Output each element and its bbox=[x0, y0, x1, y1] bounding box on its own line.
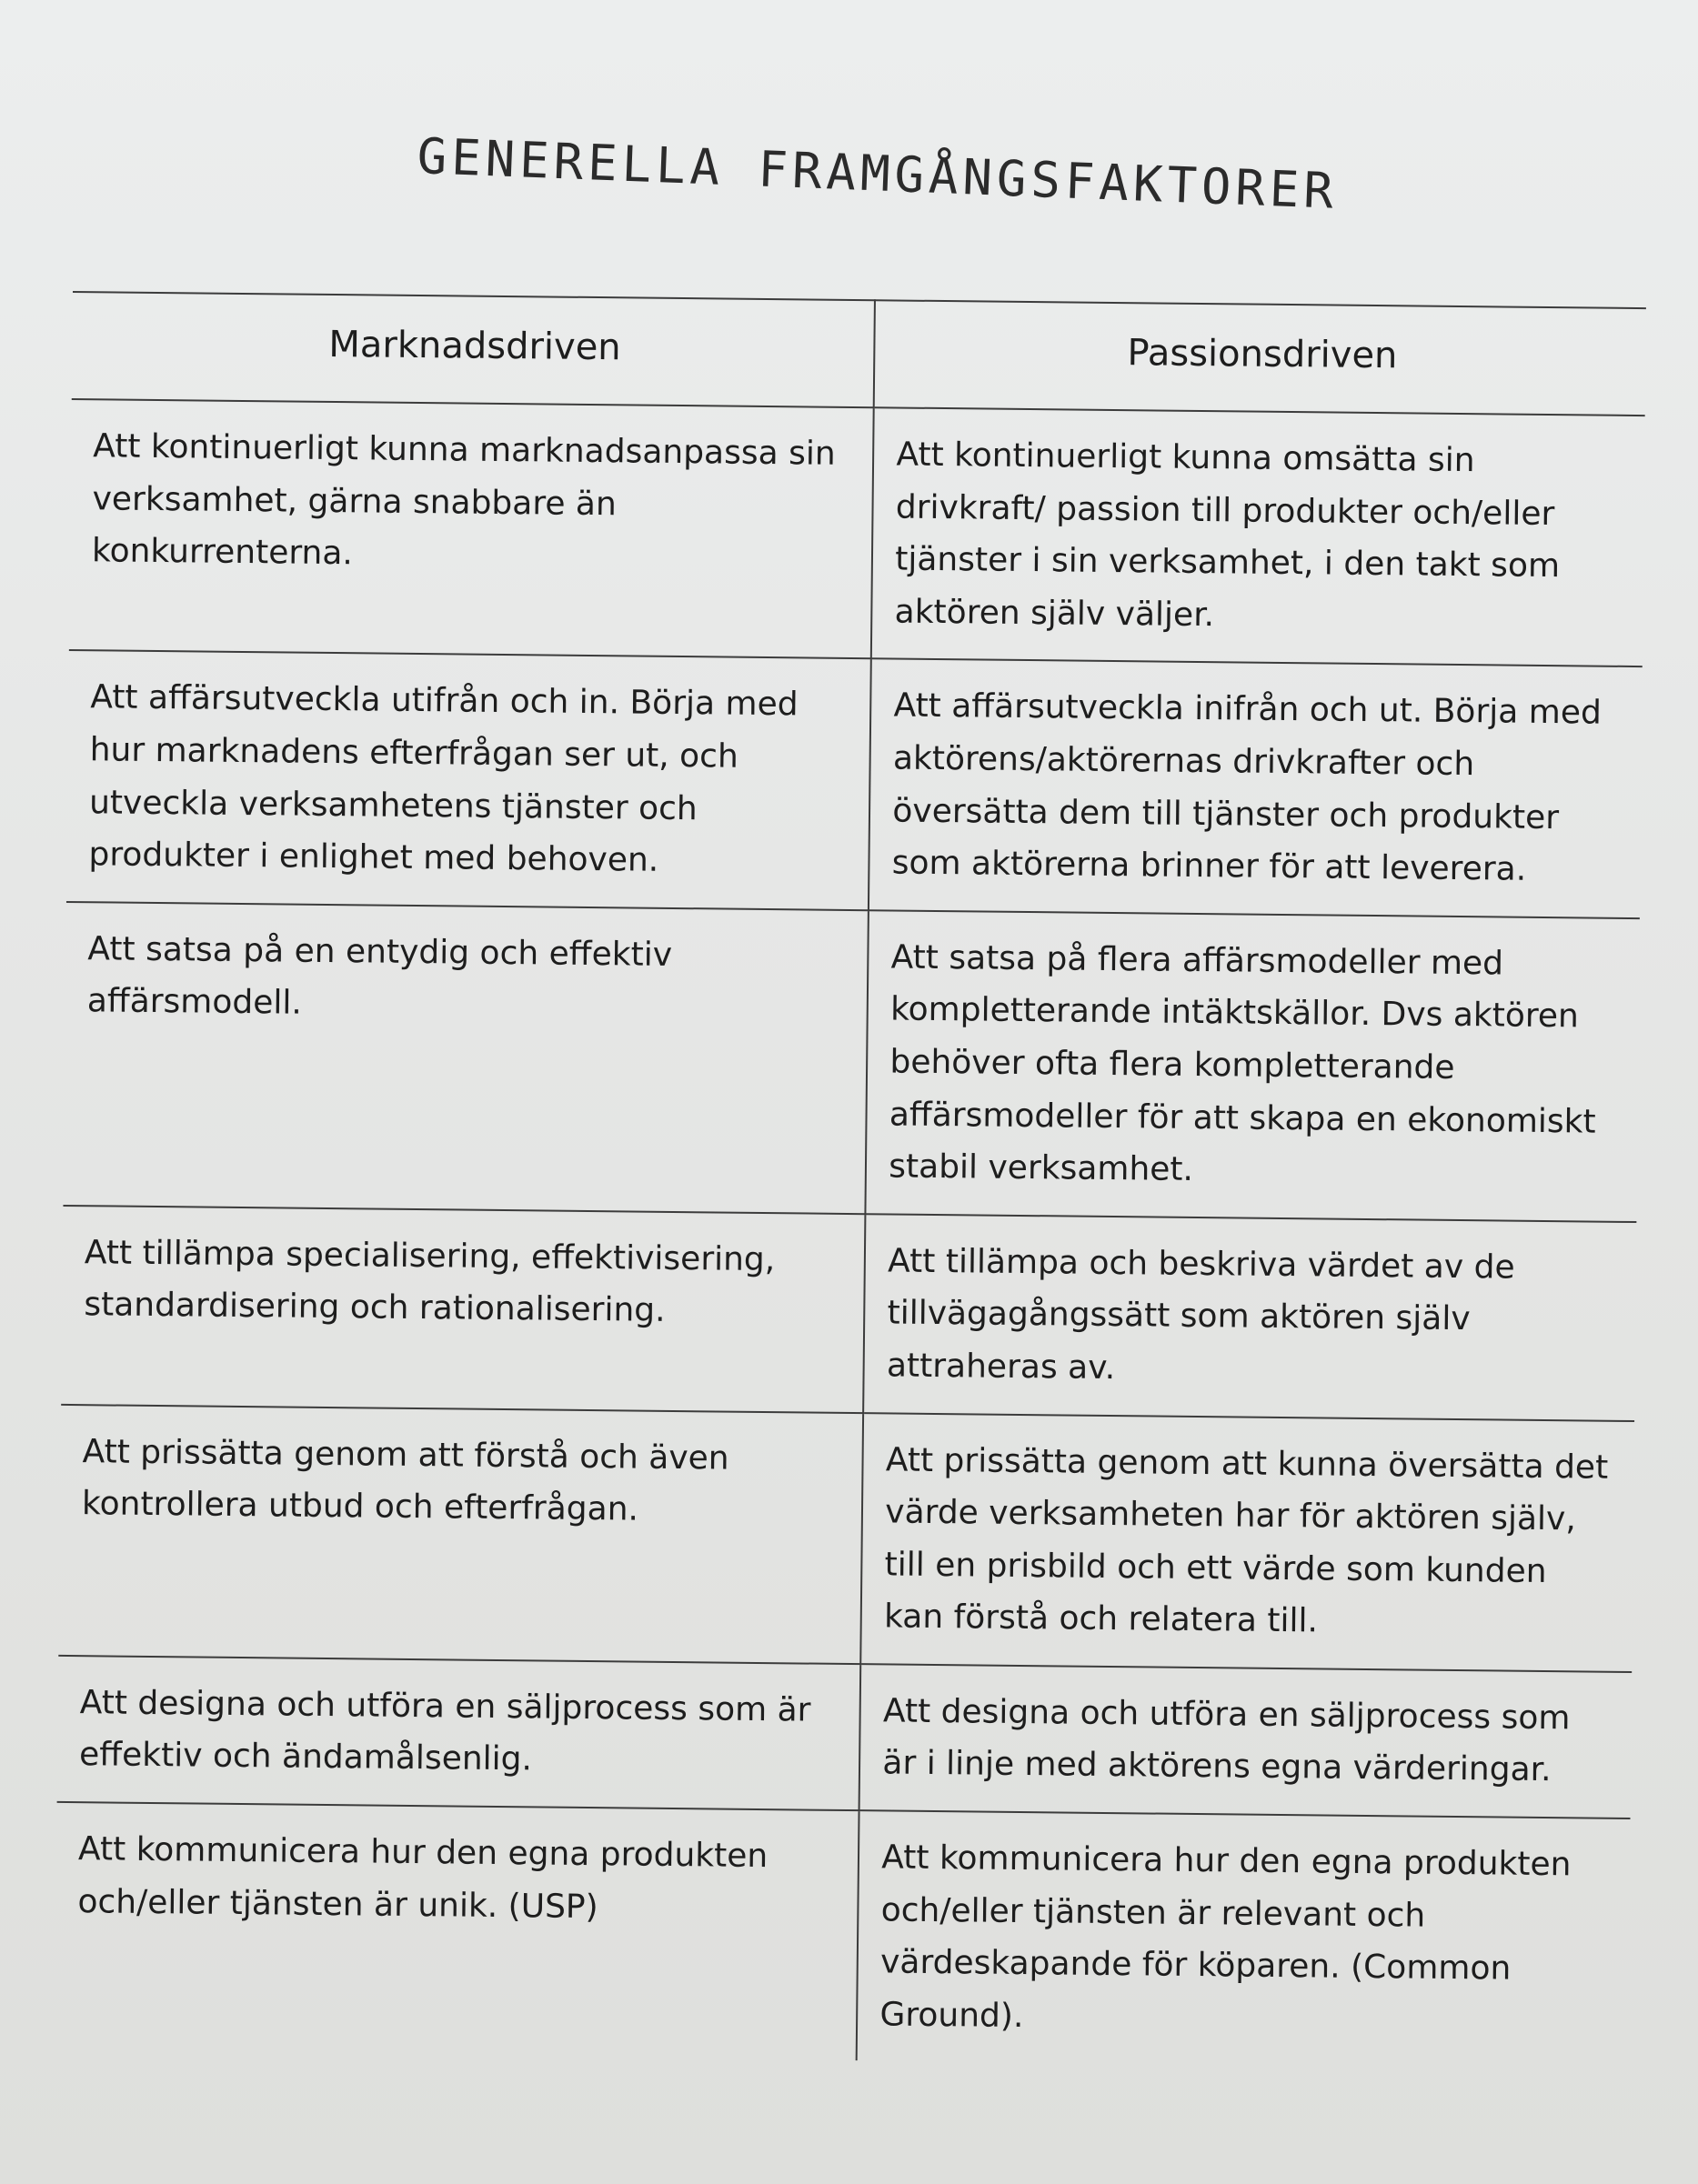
success-factors-table-wrap bbox=[55, 291, 1646, 2069]
cell-passionsdriven: Att prissätta genom att kunna översätta det värde verksamheten har för aktören själv, till en prisbild och ett värde som kunden kan förstå och relatera till. bbox=[861, 1413, 1635, 1672]
table-row bbox=[61, 1206, 1636, 1421]
table-header-row bbox=[72, 292, 1646, 416]
cell-passionsdriven: Att kommunicera hur den egna produkten och/eller tjänsten är relevant och värdeskapande för köparen. (Common Ground). bbox=[879, 1838, 1572, 2035]
table-row bbox=[69, 399, 1645, 666]
success-factors-table bbox=[55, 291, 1646, 2069]
table-row bbox=[63, 902, 1639, 1222]
cell-marknadsdriven: Att prissätta genom att förstå och även kontrollera utbud och efterfrågan. bbox=[58, 1404, 863, 1664]
column-header-passionsdriven: Passionsdriven bbox=[874, 300, 1646, 416]
table-row bbox=[55, 1802, 1631, 2069]
cell-marknadsdriven: Att designa och utföra en säljprocess som är effektiv och ändamålsenlig. bbox=[57, 1656, 861, 1810]
column-header-marknadsdriven: Marknadsdriven bbox=[72, 292, 875, 407]
cell-passionsdriven: Att affärsutveckla inifrån och ut. Börja med aktörens/aktörernas drivkrafter och översätta dem till tjänster och produkter som aktörerna brinner för att leverera. bbox=[869, 659, 1643, 918]
cell-passionsdriven: Att designa och utföra en säljprocess som är i linje med aktörens egna värderingar. bbox=[859, 1664, 1632, 1818]
cell-marknadsdriven: Att affärsutveckla utifrån och in. Börja med hur marknadens efterfrågan ser ut, och utveckla verksamhetens tjänster och produkter i enlighet med behoven. bbox=[66, 650, 871, 910]
cell-marknadsdriven: Att kommunicera hur den egna produkten och/eller tjänsten är unik. (USP) bbox=[55, 1802, 859, 2061]
cell-passionsdriven: Att tillämpa och beskriva värdet av de tillvägagångssätt som aktören själv attraheras av. bbox=[863, 1214, 1636, 1421]
table-row bbox=[57, 1656, 1633, 1818]
table-row bbox=[66, 650, 1643, 917]
cell-marknadsdriven: Att satsa på en entydig och effektiv affärsmodell. bbox=[63, 902, 869, 1214]
cell-passionsdriven: Att kontinuerligt kunna omsätta sin drivkraft/ passion till produkter och/eller tjänster i sin verksamhet, i den takt som aktören själv väljer. bbox=[871, 407, 1645, 666]
cell-marknadsdriven: Att kontinuerligt kunna marknadsanpassa sin verksamhet, gärna snabbare än konkurrenterna. bbox=[69, 399, 874, 659]
cell-marknadsdriven: Att tillämpa specialisering, effektivisering, standardisering och rationalisering. bbox=[61, 1206, 866, 1413]
cell-passionsdriven: Att satsa på flera affärsmodeller med kompletterande intäktskällor. Dvs aktören behöver ofta flera kompletterande affärsmodeller för att skapa en ekonomiskt stabil verksamhet. bbox=[866, 910, 1640, 1222]
table-row bbox=[58, 1404, 1634, 1671]
page-title: GENERELLA FRAMGÅNGSFAKTORER bbox=[416, 127, 1340, 220]
